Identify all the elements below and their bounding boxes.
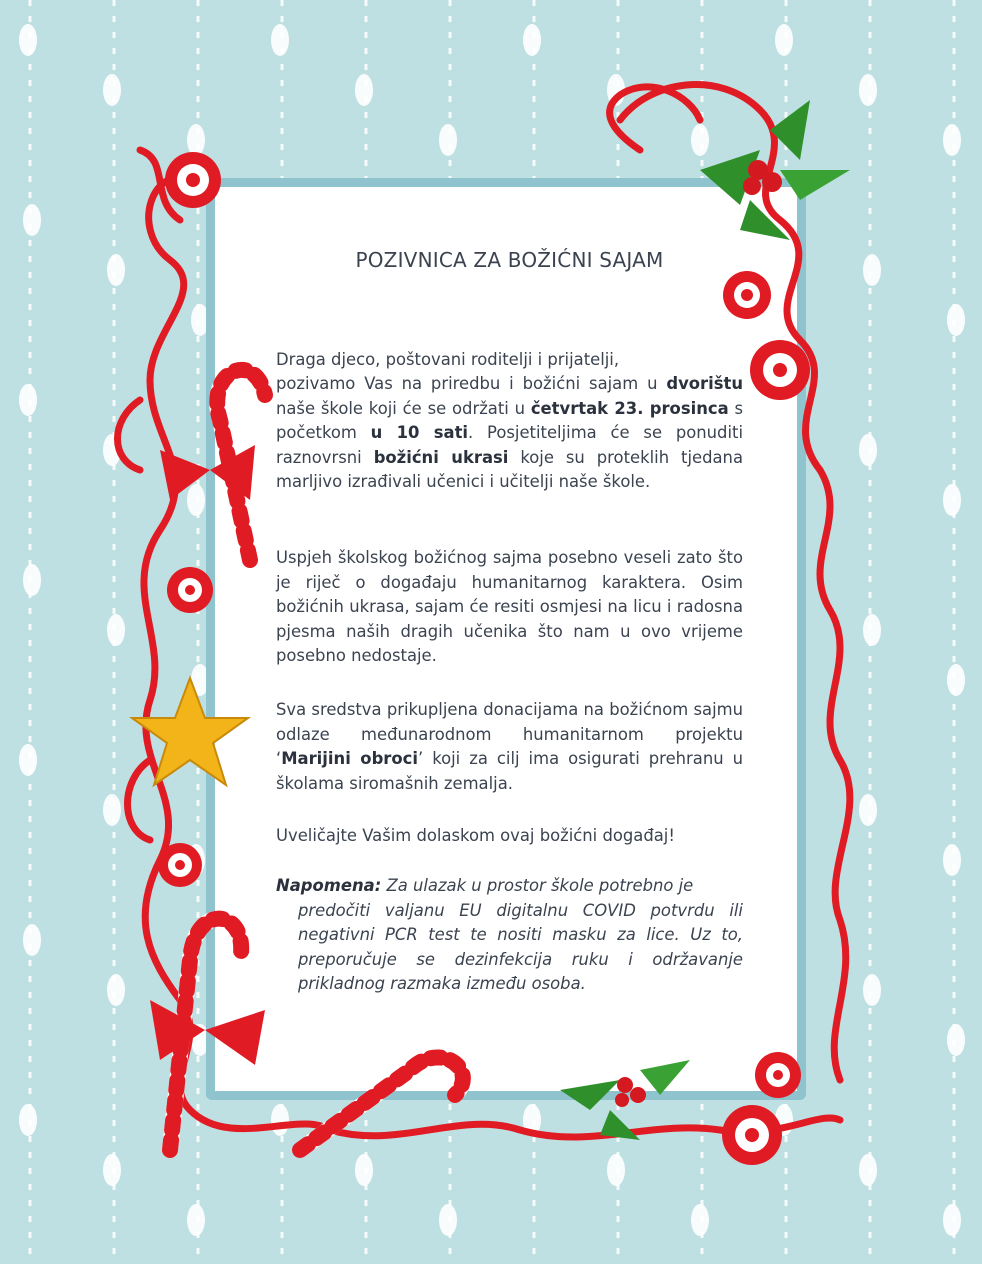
paragraph-closing: Uveličajte Vašim dolaskom ovaj božićni događaj!: [276, 826, 675, 845]
background-bead: [355, 74, 373, 106]
background-bead: [107, 254, 125, 286]
page-title: POZIVNICA ZA BOŽIĆNI SAJAM: [355, 248, 664, 272]
background-bead: [775, 24, 793, 56]
background-bead: [187, 1204, 205, 1236]
background-bead: [947, 304, 965, 336]
background-bead: [863, 254, 881, 286]
background-bead: [943, 844, 961, 876]
background-bead: [863, 614, 881, 646]
background-bead: [271, 1104, 289, 1136]
background-bead: [187, 844, 205, 876]
background-bead: [859, 1154, 877, 1186]
background-bead: [439, 124, 457, 156]
background-bead: [859, 74, 877, 106]
background-bead: [947, 664, 965, 696]
background-bead: [523, 1104, 541, 1136]
greeting-text: Draga djeco, poštovani roditelji i prijatelji,: [276, 350, 620, 369]
note-label: Napomena:: [276, 876, 382, 895]
covid-note: Napomena: Za ulazak u prostor škole potrebno je predočiti valjanu EU digitalnu COVID potvrdu ili negativni PCR test te nositi masku za lice. Uz to, preporučuje se dezinfekcija ruku i održavanje prikladnog razmaka između osoba.: [276, 876, 743, 994]
background-bead: [107, 974, 125, 1006]
background-bead: [943, 124, 961, 156]
background-bead: [691, 1204, 709, 1236]
background-bead: [355, 1154, 373, 1186]
background-bead: [103, 74, 121, 106]
background-bead: [23, 204, 41, 236]
background-bead: [103, 1154, 121, 1186]
background-bead: [691, 124, 709, 156]
background-bead: [859, 794, 877, 826]
background-bead: [19, 384, 37, 416]
background-bead: [23, 564, 41, 596]
background-bead: [607, 74, 625, 106]
background-bead: [103, 434, 121, 466]
background-bead: [607, 1154, 625, 1186]
background-bead: [859, 434, 877, 466]
background-bead: [19, 24, 37, 56]
background-bead: [19, 744, 37, 776]
background-bead: [863, 974, 881, 1006]
background-bead: [271, 24, 289, 56]
background-bead: [19, 1104, 37, 1136]
paragraph-donations: Sva sredstva prikupljena donacijama na božićnom sajmu odlaze međunarodnom humanitarnom projektu ‘Marijini obroci’ koji za cilj ima osigurati prehranu u školama siromašnih zemalja.: [276, 700, 743, 793]
background-bead: [107, 614, 125, 646]
background-bead: [187, 484, 205, 516]
background-bead: [943, 484, 961, 516]
background-bead: [943, 1204, 961, 1236]
background-bead: [947, 1024, 965, 1056]
background-bead: [439, 1204, 457, 1236]
background-bead: [187, 124, 205, 156]
paragraph-humanitarian: Uspjeh školskog božićnog sajma posebno veseli zato što je riječ o događaju humanitarnog karaktera. Osim božićnih ukrasa, sajam će resiti osmjesi na licu i radosna pjesma naših dragih učenika što nam u ovo vrijeme posebno nedostaje.: [276, 548, 743, 666]
paragraph-event-details: pozivamo Vas na priredbu i božićni sajam u dvorištu naše škole koji će se održati u četvrtak 23. prosinca s početkom u 10 sati. Posjetiteljima će se ponuditi raznovrsni božićni ukrasi koje su proteklih tjedana marljivo izrađivali učenici i učitelji naše škole.: [276, 374, 743, 492]
background-bead: [103, 794, 121, 826]
background-bead: [775, 1104, 793, 1136]
background-bead: [23, 924, 41, 956]
background-bead: [523, 24, 541, 56]
